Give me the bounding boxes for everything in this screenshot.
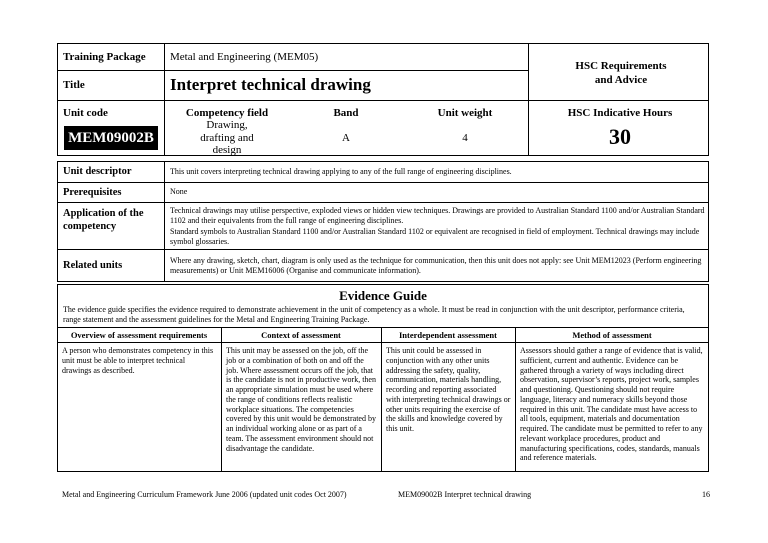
column-header-interdependent: Interdependent assessment xyxy=(399,329,497,340)
related-units-value: Where any drawing, sketch, chart, diagram is only used as the technique for communication, then this unit does not apply: see Unit MEM12023 (Perform engineering measurements) or Unit MEM16006 (Organise and communicate information). xyxy=(170,255,702,275)
page-title: Interpret technical drawing xyxy=(170,75,371,94)
footer-unit: MEM09002B Interpret technical drawing xyxy=(398,490,532,499)
hsc-hours-value: 30 xyxy=(609,124,631,149)
evidence-guide-title: Evidence Guide xyxy=(339,288,427,303)
method-body: Assessors should gather a range of evidence that is valid, sufficient, current and authentic. Evidence can be gathered through a variety of ways including direct observation, supervisor’s reports, project work, samples and questioning. Questioning should not require language, literacy and numeracy skills beyond those required in this unit. The candidate must have access to all tools, equipment, materials and documentation required. The candidate must be permitted to refer to any relevant workplace procedures, product and manufacturing specifications, codes, standards, manuals and reference materials. xyxy=(520,346,703,463)
competency-field-value: Drawing, drafting and design xyxy=(200,119,254,157)
overview-body: A person who demonstrates competency in this unit must be able to interpret technical drawings as described. xyxy=(62,346,214,375)
unit-weight-value: 4 xyxy=(462,132,468,144)
prerequisites-label: Prerequisites xyxy=(63,186,122,198)
hsc-requirements-heading: HSC Requirements and Advice xyxy=(575,59,667,86)
unit-descriptor-label: Unit descriptor xyxy=(63,166,132,177)
related-units-label: Related units xyxy=(63,260,123,271)
application-paragraph-2: Standard symbols to Australian Standard 1100 and/or Australian Standard 1102 or equivalent are recognised in field of employment. Technical drawings may include symbol glossaries. xyxy=(170,227,700,246)
unit-code-badge: MEM09002B xyxy=(64,126,158,150)
hsc-hours-label: HSC Indicative Hours xyxy=(567,107,673,119)
prerequisites-value: None xyxy=(170,187,188,197)
competency-field-label: Competency field xyxy=(185,107,269,119)
band-label: Band xyxy=(333,107,359,119)
column-header-method: Method of assessment xyxy=(572,329,652,340)
interdependent-body: This unit could be assessed in conjunction with any other units addressing the safety, quality, communication, materials handling, recording and reporting associated with interpreting technical drawings or other units requiring the exercise of the skills and knowledge covered by this unit. xyxy=(386,346,511,433)
unit-descriptor-value: This unit covers interpreting technical drawing applying to any of the full range of engineering disciplines. xyxy=(170,166,512,176)
column-header-overview: Overview of assessment requirements xyxy=(70,329,208,340)
title-label: Title xyxy=(63,79,85,91)
unit-code-label: Unit code xyxy=(63,107,108,119)
training-package-value: Metal and Engineering (MEM05) xyxy=(170,50,319,63)
footer-framework: Metal and Engineering Curriculum Framework June 2006 (updated unit codes Oct 2007) xyxy=(62,490,347,499)
context-body: This unit may be assessed on the job, off the job or a combination of both on and off the job. Where assessment occurs off the job, that is the candidate is not in productive work, then an appropriate simulation must be used where the range of conditions reflects realistic workplace situations. The competencies covered by this unit would be demonstrated by an individual working alone or as part of a team. The assessment environment should not disadvantage the candidate. xyxy=(226,346,376,453)
unit-weight-label: Unit weight xyxy=(437,107,493,119)
evidence-guide-intro: The evidence guide specifies the evidence required to demonstrate achievement in the unit of competency as a whole. It must be read in conjunction with the unit descriptor, performance criteria, range statement and the assessment guidelines for the Metal and Engineering Training Package. xyxy=(63,305,685,324)
training-package-label: Training Package xyxy=(63,50,146,63)
footer-page-number: 16 xyxy=(702,490,710,499)
application-paragraph-1: Technical drawings may utilise perspective, exploded views or hidden view techniques. Drawings are provided to Australian Standard 1100 and/or Australian Standard 1102 and their equivalents from the full range of engineering disciplines. xyxy=(170,206,705,225)
application-label: Application of the competency xyxy=(63,208,144,232)
column-header-context: Context of assessment xyxy=(261,329,341,340)
band-value: A xyxy=(342,132,350,144)
